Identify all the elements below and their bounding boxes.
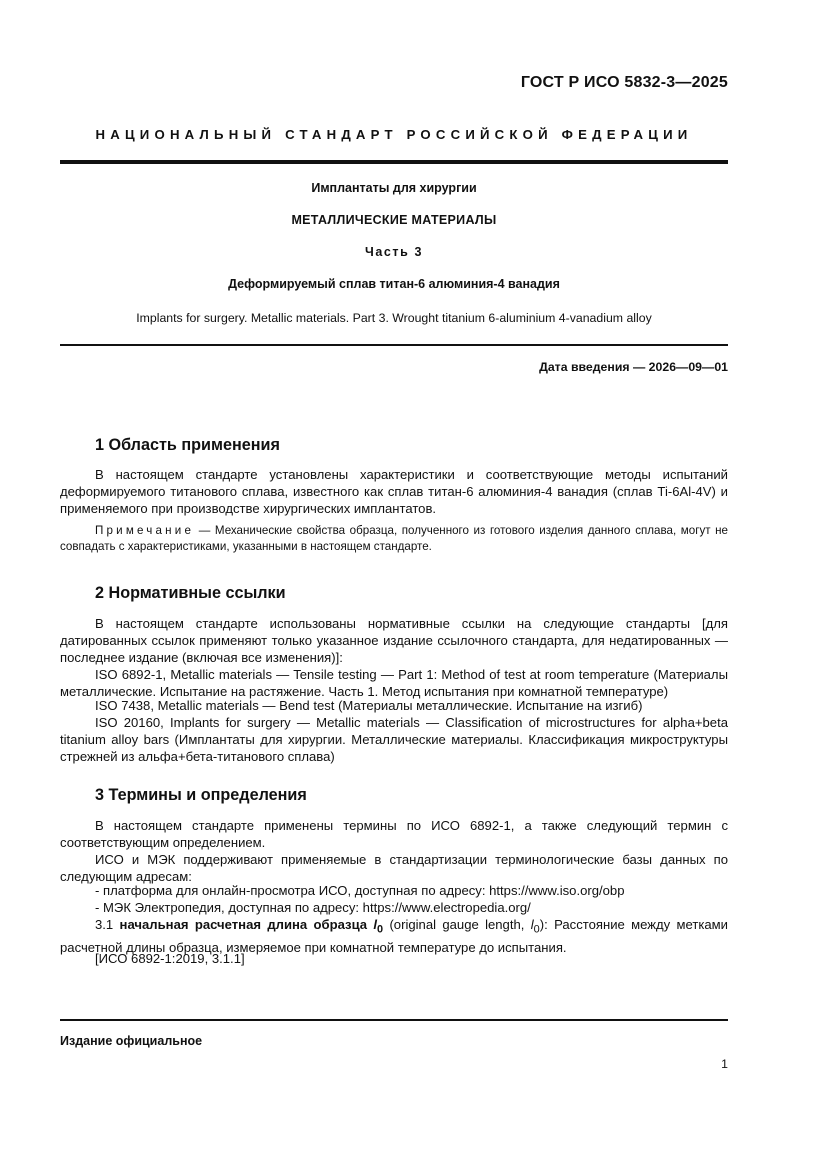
official-edition-label: Издание официальное xyxy=(60,1034,203,1048)
title-line-2: МЕТАЛЛИЧЕСКИЕ МАТЕРИАЛЫ xyxy=(291,213,497,227)
reference-iso-7438: ISO 7438, Metallic materials — Bend test (Материалы металлические. Испытание на изгиб) xyxy=(95,698,643,713)
section-1-paragraph: В настоящем стандарте установлены характеристики и соответствующие методы испытаний деформируемого титанового сплава, известного как сплав титан-6 алюминия-4 ванадия (сплав Ti-6Al-4V) и применяемого при производстве хирургических имплантатов. xyxy=(60,467,728,517)
note-label: Примечание xyxy=(95,524,195,537)
term-name: начальная расчетная длина образца xyxy=(119,917,374,932)
termbase-iso-item: - платформа для онлайн-просмотра ИСО, доступная по адресу: https://www.iso.org/obp xyxy=(95,883,625,898)
section-3-paragraph-2: ИСО и МЭК поддерживают применяемые в стандартизации терминологические базы данных по следующим адресам: xyxy=(60,852,728,885)
term-english-subscript: 0 xyxy=(533,923,540,936)
term-symbol: l xyxy=(373,917,378,932)
term-source: [ИСО 6892-1:2019, 3.1.1] xyxy=(95,951,245,966)
page-number: 1 xyxy=(721,1057,728,1071)
reference-iso-20160: ISO 20160, Implants for surgery — Metallic materials — Classification of microstructures for alpha+beta titanium alloy bars (Имплантаты для хирургии. Металлические материалы. Классификация микроструктуры стрежней из альфа+бета-титанового сплава) xyxy=(60,715,728,765)
introduction-date: Дата введения — 2026—09—01 xyxy=(539,360,728,374)
note-text: — Механические свойства образца, полученного из готового изделия данного сплава, могут не совпадать с характеристиками, указанными в настоящем стандарте. xyxy=(60,524,728,553)
term-english-symbol: l xyxy=(530,917,534,932)
term-english-open: (original gauge length, xyxy=(383,917,531,932)
footer-rule xyxy=(60,1019,728,1021)
title-line-1: Имплантаты для хирургии xyxy=(311,181,477,195)
national-standard-heading: НАЦИОНАЛЬНЫЙ СТАНДАРТ РОССИЙСКОЙ ФЕДЕРАЦИИ xyxy=(95,127,693,142)
title-part: Часть 3 xyxy=(364,245,424,259)
reference-iso-6892-1: ISO 6892-1, Metallic materials — Tensile testing — Part 1: Method of test at room temperature (Материалы металлические. Испытание на растяжение. Часть 1. Метод испытания при комнатной температуре) xyxy=(60,667,728,700)
header-rule xyxy=(60,160,728,164)
section-1-title: 1 Область применения xyxy=(95,436,280,454)
section-2-title: 2 Нормативные ссылки xyxy=(95,584,286,602)
document-code: ГОСТ Р ИСО 5832-3—2025 xyxy=(520,74,728,91)
termbase-iec-item: - МЭК Электропедия, доступная по адресу: https://www.electropedia.org/ xyxy=(95,900,531,915)
term-definition-text: ): Расстояние между метками расчетной длины образца, измеряемое при комнатной температуре до испытания. xyxy=(60,917,728,955)
title-english: Implants for surgery. Metallic materials. Part 3. Wrought titanium 6-aluminium 4-vanadium alloy xyxy=(136,311,652,325)
title-line-4: Деформируемый сплав титан-6 алюминия-4 ванадия xyxy=(228,277,560,291)
section-3-title: 3 Термины и определения xyxy=(95,786,307,804)
term-symbol-subscript: 0 xyxy=(377,923,384,936)
section-3-paragraph-1: В настоящем стандарте применены термины по ИСО 6892-1, а также следующий термин с соответствующим определением. xyxy=(60,818,728,851)
title-rule xyxy=(60,344,728,346)
term-number: 3.1 xyxy=(95,917,120,932)
section-1-note xyxy=(60,523,728,555)
section-2-paragraph: В настоящем стандарте использованы нормативные ссылки на следующие стандарты [для датированных ссылок применяют только указанное издание ссылочного стандарта, для недатированных — последнее издание (включая все изменения)]: xyxy=(60,616,728,666)
